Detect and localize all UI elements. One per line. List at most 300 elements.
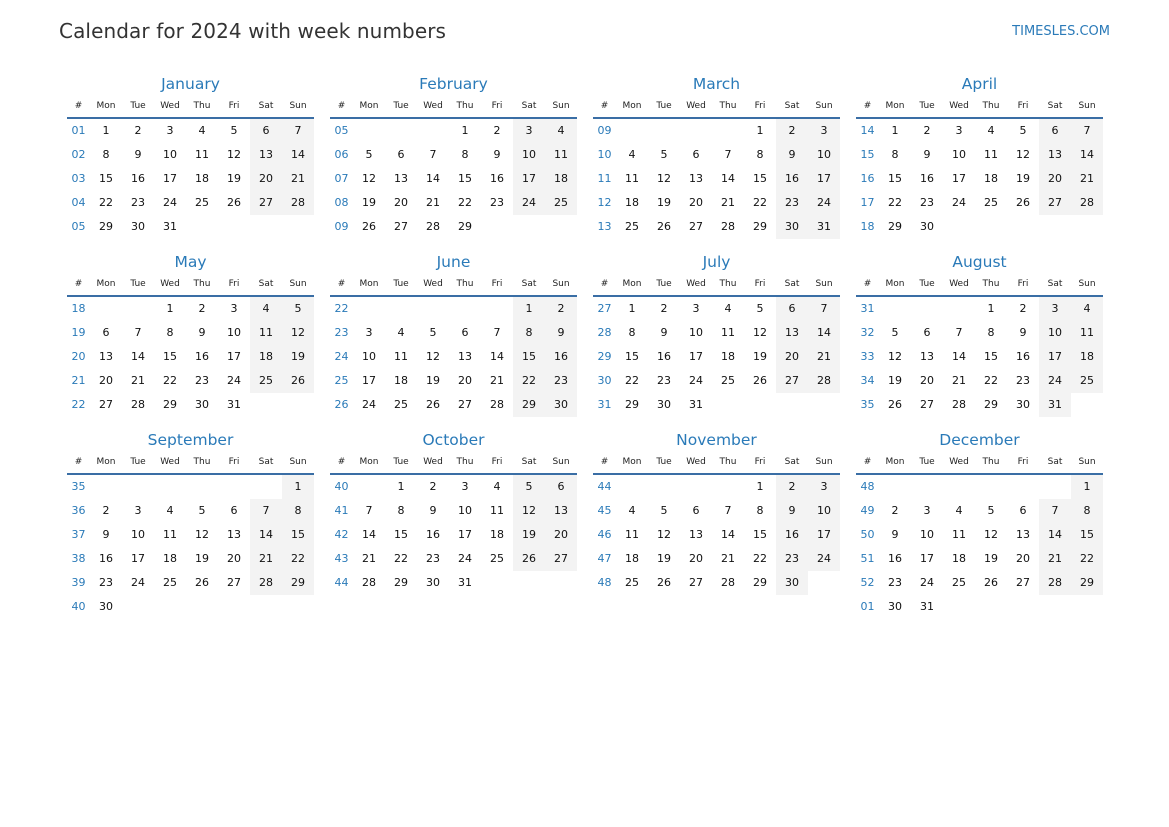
day-cell: 3 (923, 504, 931, 517)
day-cell: 7 (724, 504, 732, 517)
empty-day-cell (481, 215, 513, 239)
month-march (593, 73, 840, 239)
weekday-mon: Mon (885, 457, 905, 467)
day-cell: 15 (1071, 523, 1103, 547)
month-title: May (174, 253, 207, 271)
week-row (856, 499, 1103, 523)
day-cell: 6 (776, 297, 808, 321)
day-cell: 10 (227, 326, 241, 339)
day-cell: 20 (250, 167, 282, 191)
weekday-header (330, 273, 577, 297)
week-number: 01 (71, 124, 86, 137)
day-cell: 29 (625, 398, 639, 411)
month-january (67, 73, 314, 239)
empty-day-cell (154, 475, 186, 499)
weekday-thu: Thu (719, 101, 737, 111)
weekday-wed: Wed (949, 279, 969, 289)
week-number: 08 (334, 196, 349, 209)
day-cell: 4 (166, 504, 174, 517)
empty-day-cell (712, 393, 744, 417)
empty-day-cell (513, 215, 545, 239)
day-cell: 31 (1039, 393, 1071, 417)
day-cell: 30 (426, 576, 440, 589)
day-cell: 2 (1019, 302, 1027, 315)
weekday-wed: Wed (423, 101, 443, 111)
day-cell: 14 (131, 350, 145, 363)
weekday-sat: Sat (784, 101, 800, 111)
weekday-thu: Thu (982, 457, 1000, 467)
day-cell: 24 (808, 547, 840, 571)
day-cell: 19 (888, 374, 902, 387)
week-row (593, 191, 840, 215)
day-cell: 4 (955, 504, 963, 517)
day-cell: 21 (490, 374, 504, 387)
day-cell: 14 (490, 350, 504, 363)
day-cell: 3 (134, 504, 142, 517)
weekday-thu: Thu (193, 101, 211, 111)
day-cell: 18 (625, 196, 639, 209)
week-number: 40 (334, 480, 349, 493)
day-cell: 22 (282, 547, 314, 571)
day-cell: 23 (490, 196, 504, 209)
week-number: 24 (334, 350, 349, 363)
week-row (593, 215, 840, 239)
day-cell: 19 (426, 374, 440, 387)
page-title: Calendar for 2024 with week numbers (59, 19, 447, 43)
weekday-header (330, 95, 577, 119)
day-cell: 22 (458, 196, 472, 209)
day-cell: 3 (692, 302, 700, 315)
empty-day-cell (481, 571, 513, 595)
day-cell: 18 (163, 552, 177, 565)
empty-day-cell (250, 393, 282, 417)
day-cell: 30 (545, 393, 577, 417)
day-cell: 25 (394, 398, 408, 411)
weekday-tue: Tue (393, 457, 409, 467)
weekday-sat: Sat (521, 457, 537, 467)
day-cell: 3 (230, 302, 238, 315)
day-cell: 31 (808, 215, 840, 239)
week-row (67, 215, 314, 239)
empty-day-cell (975, 595, 1007, 619)
week-row (330, 345, 577, 369)
week-number: 18 (860, 220, 875, 233)
day-cell: 13 (545, 499, 577, 523)
day-cell: 11 (394, 350, 408, 363)
day-cell: 21 (282, 167, 314, 191)
day-cell: 19 (362, 196, 376, 209)
weekday-header (330, 451, 577, 475)
weekday-wed: Wed (423, 457, 443, 467)
week-row (593, 143, 840, 167)
empty-day-cell (186, 595, 218, 619)
week-row (330, 321, 577, 345)
empty-day-cell (250, 215, 282, 239)
day-cell: 1 (166, 302, 174, 315)
day-cell: 8 (461, 148, 469, 161)
week-number: 38 (71, 552, 86, 565)
week-number: 07 (334, 172, 349, 185)
week-number: 35 (71, 480, 86, 493)
week-row (593, 321, 840, 345)
day-cell: 8 (513, 321, 545, 345)
day-cell: 15 (753, 172, 767, 185)
weekday-sat: Sat (521, 101, 537, 111)
week-number: 05 (334, 124, 349, 137)
weekday-sat: Sat (258, 101, 274, 111)
day-cell: 20 (1016, 552, 1030, 565)
day-cell: 14 (808, 321, 840, 345)
day-cell: 20 (689, 552, 703, 565)
day-cell: 24 (227, 374, 241, 387)
weekday-tue: Tue (656, 279, 672, 289)
day-cell: 20 (458, 374, 472, 387)
week-number: 13 (597, 220, 612, 233)
day-cell: 17 (1039, 345, 1071, 369)
day-cell: 24 (920, 576, 934, 589)
week-row (67, 191, 314, 215)
week-number-header: # (74, 457, 83, 467)
day-cell: 15 (163, 350, 177, 363)
day-cell: 25 (195, 196, 209, 209)
week-row (67, 595, 314, 619)
day-cell: 26 (426, 398, 440, 411)
week-number-header: # (337, 457, 346, 467)
day-cell: 1 (513, 297, 545, 321)
empty-day-cell (353, 119, 385, 143)
day-cell: 7 (1039, 499, 1071, 523)
day-cell: 4 (628, 504, 636, 517)
week-row (593, 119, 840, 143)
day-cell: 6 (102, 326, 110, 339)
day-cell: 29 (99, 220, 113, 233)
empty-day-cell (186, 475, 218, 499)
empty-day-cell (1007, 475, 1039, 499)
week-row (856, 191, 1103, 215)
day-cell: 30 (920, 220, 934, 233)
day-cell: 29 (753, 576, 767, 589)
day-cell: 28 (250, 571, 282, 595)
weekday-mon: Mon (359, 457, 379, 467)
weekday-sat: Sat (784, 279, 800, 289)
empty-day-cell (154, 595, 186, 619)
day-cell: 17 (952, 172, 966, 185)
week-number: 44 (597, 480, 612, 493)
weekday-sun: Sun (289, 457, 307, 467)
month-august (856, 251, 1103, 417)
week-number-header: # (863, 101, 872, 111)
empty-day-cell (943, 475, 975, 499)
day-cell: 7 (282, 119, 314, 143)
day-cell: 19 (984, 552, 998, 565)
week-row (856, 393, 1103, 417)
day-cell: 18 (952, 552, 966, 565)
day-cell: 18 (490, 528, 504, 541)
day-cell: 28 (282, 191, 314, 215)
day-cell: 8 (987, 326, 995, 339)
empty-day-cell (616, 475, 648, 499)
day-cell: 24 (458, 552, 472, 565)
day-cell: 3 (808, 119, 840, 143)
day-cell: 8 (756, 504, 764, 517)
day-cell: 22 (1071, 547, 1103, 571)
month-december (856, 429, 1103, 619)
day-cell: 9 (776, 499, 808, 523)
day-cell: 3 (955, 124, 963, 137)
day-cell: 9 (660, 326, 668, 339)
empty-day-cell (680, 119, 712, 143)
weekday-tue: Tue (130, 101, 146, 111)
weekday-tue: Tue (919, 101, 935, 111)
day-cell: 5 (660, 504, 668, 517)
week-row (330, 571, 577, 595)
year-calendar-grid (67, 73, 1103, 619)
week-row (856, 215, 1103, 239)
week-row (593, 345, 840, 369)
day-cell: 19 (657, 552, 671, 565)
day-cell: 14 (426, 172, 440, 185)
weekday-sat: Sat (784, 457, 800, 467)
week-row (593, 499, 840, 523)
day-cell: 30 (1016, 398, 1030, 411)
day-cell: 24 (1039, 369, 1071, 393)
weekday-sun: Sun (1078, 279, 1096, 289)
week-number: 46 (597, 528, 612, 541)
empty-day-cell (282, 215, 314, 239)
empty-day-cell (250, 595, 282, 619)
empty-day-cell (218, 595, 250, 619)
day-cell: 26 (227, 196, 241, 209)
week-number: 32 (860, 326, 875, 339)
month-february (330, 73, 577, 239)
week-number: 23 (334, 326, 349, 339)
day-cell: 11 (250, 321, 282, 345)
empty-day-cell (648, 475, 680, 499)
day-cell: 5 (660, 148, 668, 161)
weekday-sun: Sun (1078, 101, 1096, 111)
day-cell: 30 (776, 571, 808, 595)
day-cell: 13 (458, 350, 472, 363)
day-cell: 25 (721, 374, 735, 387)
day-cell: 16 (99, 552, 113, 565)
day-cell: 16 (545, 345, 577, 369)
day-cell: 20 (545, 523, 577, 547)
week-row (856, 475, 1103, 499)
day-cell: 10 (808, 143, 840, 167)
day-cell: 11 (195, 148, 209, 161)
day-cell: 13 (920, 350, 934, 363)
empty-day-cell (1039, 475, 1071, 499)
empty-day-cell (975, 215, 1007, 239)
day-cell: 14 (952, 350, 966, 363)
week-row (330, 143, 577, 167)
day-cell: 25 (1071, 369, 1103, 393)
weekday-thu: Thu (456, 279, 474, 289)
day-cell: 12 (282, 321, 314, 345)
weekday-tue: Tue (656, 101, 672, 111)
day-cell: 13 (689, 172, 703, 185)
day-cell: 9 (198, 326, 206, 339)
day-cell: 8 (891, 148, 899, 161)
weekday-tue: Tue (656, 457, 672, 467)
weekday-fri: Fri (754, 279, 766, 289)
day-cell: 4 (1071, 297, 1103, 321)
day-cell: 16 (888, 552, 902, 565)
month-title: November (676, 431, 757, 449)
month-april (856, 73, 1103, 239)
day-cell: 10 (513, 143, 545, 167)
month-october (330, 429, 577, 619)
empty-day-cell (1039, 595, 1071, 619)
day-cell: 6 (397, 148, 405, 161)
week-number: 15 (860, 148, 875, 161)
empty-day-cell (943, 595, 975, 619)
week-number: 31 (860, 302, 875, 315)
day-cell: 4 (250, 297, 282, 321)
day-cell: 22 (513, 369, 545, 393)
week-number: 10 (597, 148, 612, 161)
weekday-mon: Mon (359, 279, 379, 289)
day-cell: 28 (1071, 191, 1103, 215)
day-cell: 24 (131, 576, 145, 589)
day-cell: 11 (721, 326, 735, 339)
day-cell: 21 (952, 374, 966, 387)
day-cell: 5 (513, 475, 545, 499)
week-row (856, 143, 1103, 167)
day-cell: 31 (689, 398, 703, 411)
day-cell: 21 (1071, 167, 1103, 191)
day-cell: 12 (1016, 148, 1030, 161)
day-cell: 18 (721, 350, 735, 363)
day-cell: 8 (628, 326, 636, 339)
day-cell: 25 (952, 576, 966, 589)
day-cell: 17 (513, 167, 545, 191)
day-cell: 10 (362, 350, 376, 363)
week-number: 04 (71, 196, 86, 209)
weekday-sun: Sun (815, 279, 833, 289)
day-cell: 2 (891, 504, 899, 517)
day-cell: 30 (657, 398, 671, 411)
day-cell: 2 (776, 119, 808, 143)
day-cell: 29 (394, 576, 408, 589)
weekday-wed: Wed (686, 101, 706, 111)
day-cell: 27 (920, 398, 934, 411)
day-cell: 17 (808, 167, 840, 191)
day-cell: 30 (131, 220, 145, 233)
weekday-wed: Wed (160, 101, 180, 111)
day-cell: 29 (753, 220, 767, 233)
day-cell: 2 (776, 475, 808, 499)
day-cell: 11 (490, 504, 504, 517)
day-cell: 13 (689, 528, 703, 541)
day-cell: 17 (227, 350, 241, 363)
day-cell: 10 (952, 148, 966, 161)
week-number: 35 (860, 398, 875, 411)
day-cell: 8 (756, 148, 764, 161)
day-cell: 15 (394, 528, 408, 541)
weekday-fri: Fri (1017, 457, 1029, 467)
day-cell: 18 (1071, 345, 1103, 369)
empty-day-cell (776, 393, 808, 417)
day-cell: 21 (131, 374, 145, 387)
weekday-tue: Tue (130, 457, 146, 467)
week-row (856, 595, 1103, 619)
day-cell: 25 (545, 191, 577, 215)
day-cell: 12 (984, 528, 998, 541)
day-cell: 26 (984, 576, 998, 589)
week-row (67, 547, 314, 571)
day-cell: 7 (250, 499, 282, 523)
day-cell: 28 (426, 220, 440, 233)
weekday-sat: Sat (258, 279, 274, 289)
day-cell: 20 (99, 374, 113, 387)
day-cell: 16 (195, 350, 209, 363)
weekday-thu: Thu (193, 279, 211, 289)
day-cell: 16 (776, 523, 808, 547)
day-cell: 18 (545, 167, 577, 191)
day-cell: 12 (362, 172, 376, 185)
day-cell: 5 (365, 148, 373, 161)
empty-day-cell (712, 119, 744, 143)
site-link[interactable]: TIMESLES.COM (1012, 24, 1110, 39)
empty-day-cell (744, 393, 776, 417)
day-cell: 17 (163, 172, 177, 185)
day-cell: 23 (195, 374, 209, 387)
week-row (856, 321, 1103, 345)
empty-day-cell (545, 571, 577, 595)
day-cell: 23 (99, 576, 113, 589)
day-cell: 5 (987, 504, 995, 517)
week-number: 39 (71, 576, 86, 589)
day-cell: 17 (362, 374, 376, 387)
day-cell: 9 (776, 143, 808, 167)
day-cell: 27 (250, 191, 282, 215)
day-cell: 22 (753, 552, 767, 565)
weekday-mon: Mon (622, 457, 642, 467)
weekday-wed: Wed (160, 279, 180, 289)
week-number: 11 (597, 172, 612, 185)
day-cell: 7 (429, 148, 437, 161)
month-title: July (702, 253, 731, 271)
day-cell: 13 (250, 143, 282, 167)
week-number-header: # (863, 457, 872, 467)
day-cell: 27 (99, 398, 113, 411)
day-cell: 13 (776, 321, 808, 345)
empty-day-cell (943, 297, 975, 321)
day-cell: 6 (230, 504, 238, 517)
day-cell: 1 (1071, 475, 1103, 499)
day-cell: 30 (99, 600, 113, 613)
day-cell: 20 (227, 552, 241, 565)
day-cell: 2 (198, 302, 206, 315)
day-cell: 18 (250, 345, 282, 369)
week-row (67, 345, 314, 369)
day-cell: 27 (545, 547, 577, 571)
empty-day-cell (943, 215, 975, 239)
week-number: 20 (71, 350, 86, 363)
day-cell: 3 (365, 326, 373, 339)
day-cell: 29 (513, 393, 545, 417)
week-row (67, 499, 314, 523)
week-row (856, 119, 1103, 143)
day-cell: 22 (888, 196, 902, 209)
day-cell: 25 (984, 196, 998, 209)
week-number-header: # (863, 279, 872, 289)
day-cell: 6 (1039, 119, 1071, 143)
week-number: 06 (334, 148, 349, 161)
day-cell: 14 (1071, 143, 1103, 167)
weekday-sun: Sun (552, 457, 570, 467)
